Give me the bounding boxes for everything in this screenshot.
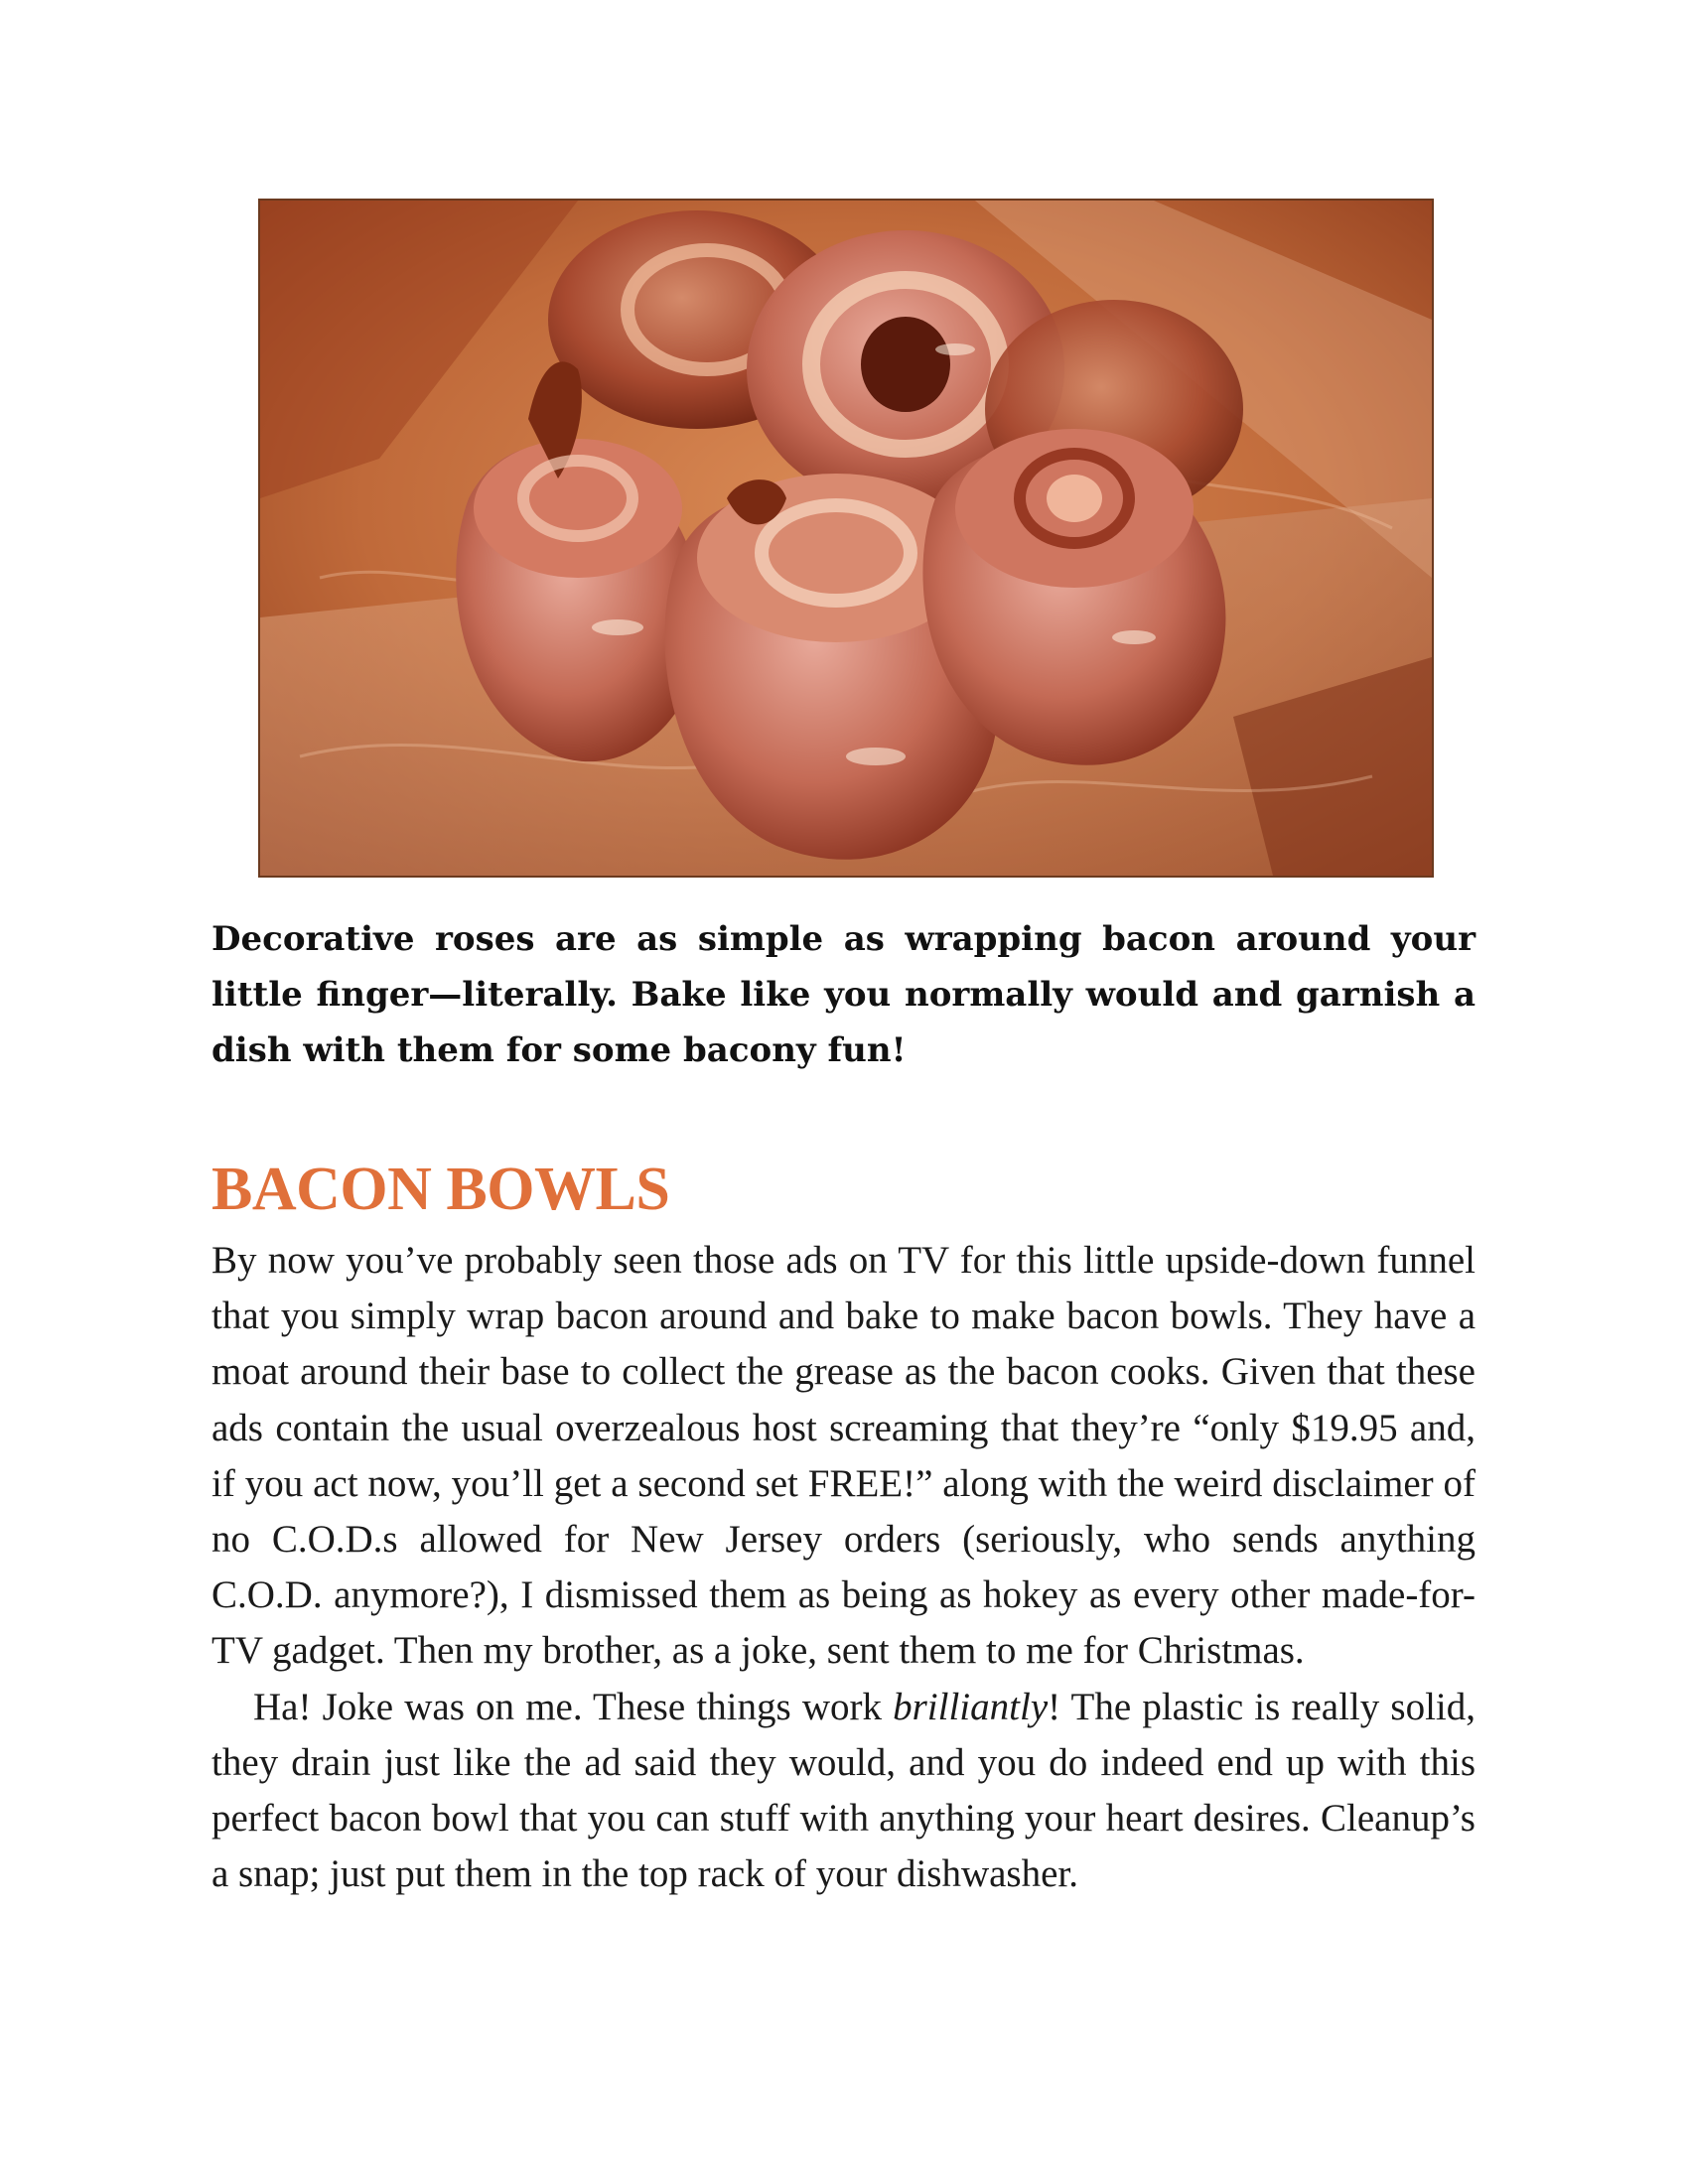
paragraph-1: By now you’ve probably seen those ads on TV for this little upside-down funnel that you simply wrap bacon around and bake to make bacon bowls. They have a moat around their base to collect the grease as the bacon cooks. Given that these ads contain the usual overzealous host screaming that they’re “only $19.95 and, if you act now, you’ll get a second set FREE!” along with the weird disclaimer of no C.O.D.s allowed for New Jersey orders (seriously, who sends anything C.O.D. anymore?), I dismissed them as being as hokey as every other made-for-TV gadget. Then my brother, as a joke, sent them to me for Christmas. xyxy=(211,1239,1476,1673)
section-body xyxy=(211,1233,1476,1902)
paragraph-2-end: ! The plastic is really solid, they drain just like the ad said they would, and you do indeed end up with this perfect bacon bowl that you can stuff with anything your heart desires. Cleanup’s a snap; just put them in the top rack of your dishwasher. xyxy=(211,1685,1476,1896)
paragraph-2 xyxy=(211,1680,1476,1903)
paragraph-2-emphasis: brilliantly xyxy=(893,1685,1049,1728)
section-heading: BACON BOWLS xyxy=(211,1156,670,1223)
bacon-roses-photo xyxy=(258,199,1434,878)
photo-caption: Decorative roses are as simple as wrapping bacon around your little finger—literally. Bake like you normally would and garnish a dish with them for some bacony fun! xyxy=(211,919,1476,1070)
paragraph-2-start: Ha! Joke was on me. These things work xyxy=(253,1685,894,1728)
photo-illustration xyxy=(260,201,1432,876)
